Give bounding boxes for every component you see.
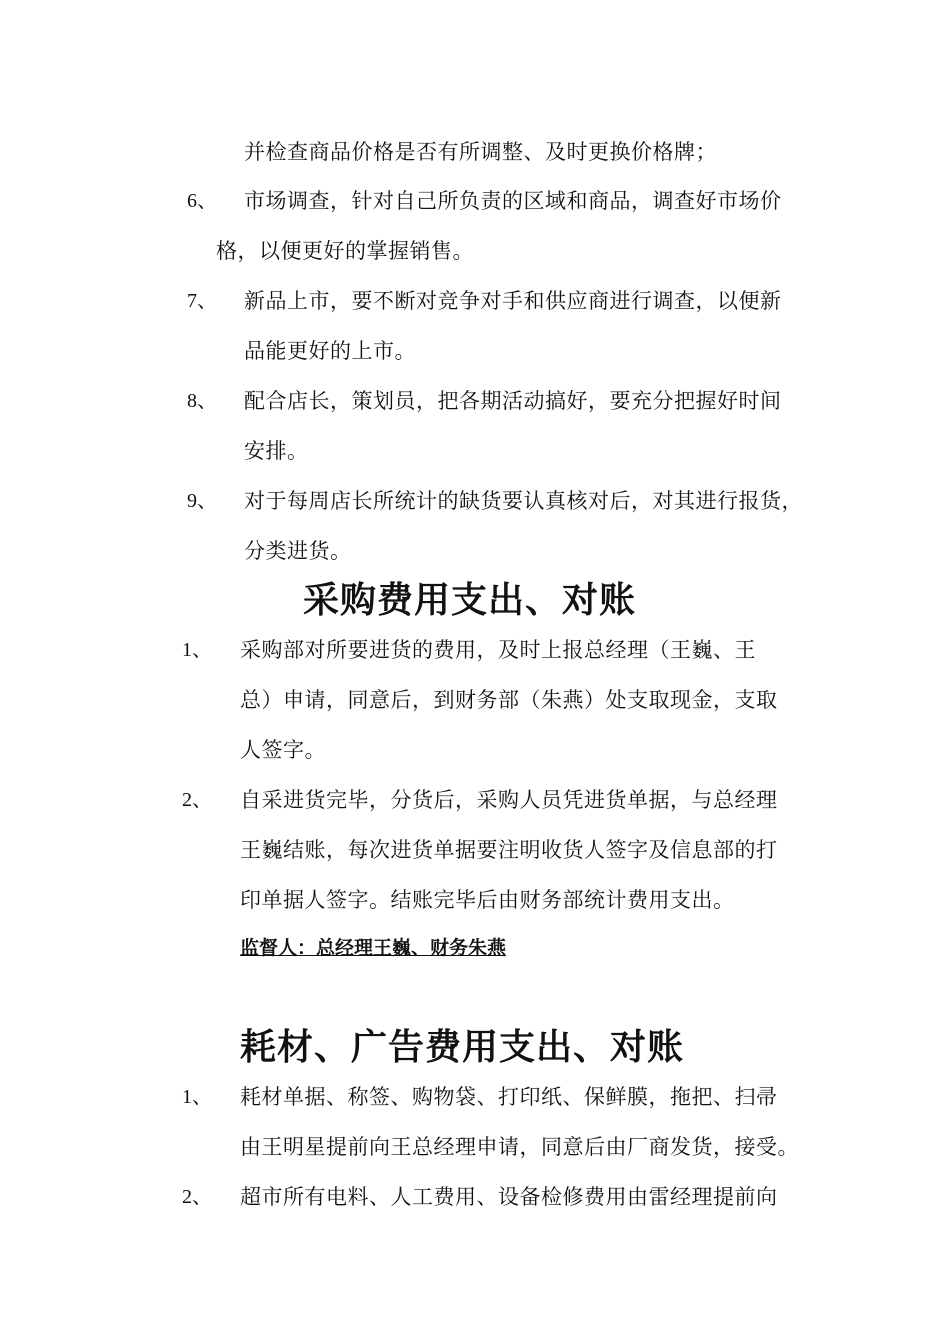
list-line: 采购部对所要进货的费用，及时上报总经理（王巍、王 [240,638,756,662]
list-line: 人签字。 [240,738,326,762]
list-number: 1、 [182,639,212,661]
list-line: 新品上市，要不断对竞争对手和供应商进行调查，以便新 [244,289,782,313]
list-number: 2、 [182,789,212,811]
list-line: 对于每周店长所统计的缺货要认真核对后，对其进行报货， [244,489,803,513]
list-number: 2、 [182,1186,212,1208]
list-number: 8、 [187,390,217,412]
list-line: 品能更好的上市。 [244,339,416,363]
supervisor-note: 监督人：总经理王巍、财务朱燕 [240,937,507,959]
list-line: 耗材单据、称签、购物袋、打印纸、保鲜膜，拖把、扫帚 [240,1085,778,1109]
list-number: 1、 [182,1086,212,1108]
list-line: 超市所有电料、人工费用、设备检修费用由雷经理提前向 [240,1185,778,1209]
list-line: 分类进货。 [244,539,352,563]
list-number: 7、 [187,290,217,312]
list-line: 并检查商品价格是否有所调整、及时更换价格牌； [244,140,717,164]
list-line: 由王明星提前向王总经理申请，同意后由厂商发货，接受。 [240,1135,799,1159]
list-line: 总）申请，同意后，到财务部（朱燕）处支取现金，支取 [240,688,778,712]
section-heading: 采购费用支出、对账 [303,580,637,621]
section-heading: 耗材、广告费用支出、对账 [240,1027,685,1068]
list-line: 自采进货完毕，分货后，采购人员凭进货单据，与总经理 [240,788,778,812]
list-line: 格，以便更好的掌握销售。 [216,239,474,263]
list-number: 6、 [187,190,217,212]
list-number: 9、 [187,490,217,512]
list-line: 王巍结账，每次进货单据要注明收货人签字及信息部的打 [240,838,778,862]
list-line: 市场调查，针对自己所负责的区域和商品，调查好市场价 [244,189,782,213]
list-line: 安排。 [244,439,309,463]
list-line: 配合店长，策划员，把各期活动搞好，要充分把握好时间 [244,389,782,413]
list-line: 印单据人签字。结账完毕后由财务部统计费用支出。 [240,888,735,912]
